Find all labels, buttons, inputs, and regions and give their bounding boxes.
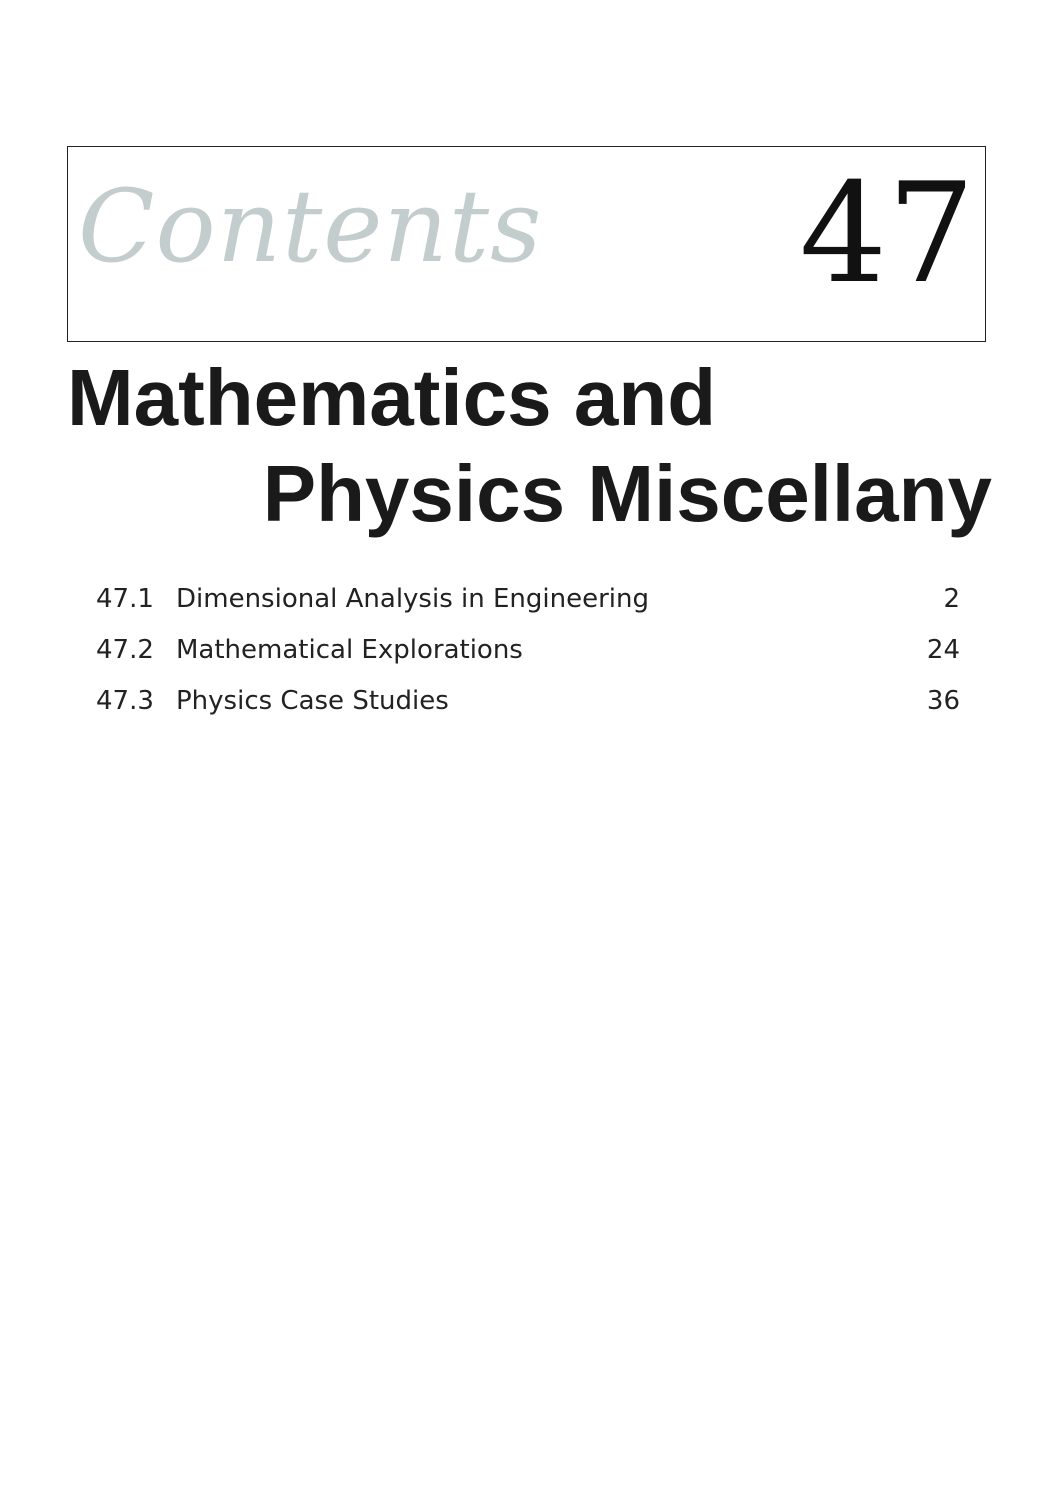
toc-entry-title[interactable]: Dimensional Analysis in Engineering	[176, 584, 649, 614]
toc-entry-title[interactable]: Physics Case Studies	[176, 686, 449, 716]
toc-entry-title[interactable]: Mathematical Explorations	[176, 635, 523, 665]
toc-entry-47-3[interactable]	[96, 686, 960, 737]
chapter-title-line-2: Physics Miscellany	[262, 449, 992, 538]
toc-entry-page: 2	[943, 584, 960, 614]
contents-label: Contents	[78, 168, 543, 285]
toc-entry-47-2[interactable]	[96, 635, 960, 686]
table-of-contents	[96, 584, 960, 737]
chapter-title-line-1: Mathematics and	[67, 353, 717, 442]
chapter-title	[67, 350, 992, 542]
chapter-header-box	[67, 146, 986, 342]
toc-entry-number: 47.2	[96, 635, 154, 665]
toc-entry-47-1[interactable]	[96, 584, 960, 635]
chapter-number: 47	[799, 153, 975, 314]
toc-entry-number: 47.1	[96, 584, 154, 614]
toc-entry-page: 36	[926, 686, 960, 716]
toc-entry-number: 47.3	[96, 686, 154, 716]
toc-entry-page: 24	[926, 635, 960, 665]
